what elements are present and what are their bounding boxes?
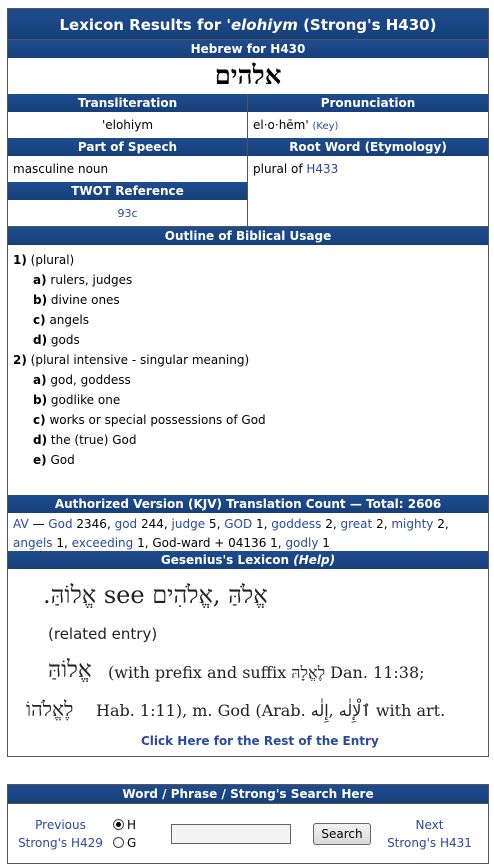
gesenius-help-link[interactable]: (Help) <box>293 553 336 567</box>
search-panel <box>7 784 489 864</box>
previous-label: Previous <box>35 817 86 832</box>
twot-value <box>8 200 247 226</box>
root-word-value <box>248 156 488 182</box>
outline-item-text: god, goddess <box>50 373 131 387</box>
outline-item <box>13 450 483 470</box>
outline-header: Outline of Biblical Usage <box>8 227 488 245</box>
hebrew-word: אלהים <box>7 58 489 94</box>
outline-item-number: e) <box>33 453 47 467</box>
kjv-av-link[interactable]: AV <box>13 517 29 531</box>
outline-item <box>13 370 483 390</box>
outline-item-text: (plural) <box>30 253 75 267</box>
gesenius-line-1: אֱלֹהַּ ,אֱלֹהִים see אֱלוֹהַּ. <box>43 581 268 609</box>
outline-item <box>13 270 483 290</box>
outline-item <box>13 250 483 270</box>
title-word: 'elohiym <box>226 16 298 34</box>
kjv-count: 2346 <box>76 517 107 531</box>
transliteration-header: Transliteration <box>8 94 247 112</box>
outline-item-text: the (true) God <box>50 433 137 447</box>
kjv-count: 1 <box>322 536 330 550</box>
gesenius-more-link[interactable]: Click Here for the Rest of the Entry <box>141 734 379 748</box>
kjv-count: 1 <box>56 536 65 550</box>
outline-item-number: c) <box>33 313 46 327</box>
radio-greek-dot[interactable] <box>113 837 124 848</box>
radio-hebrew[interactable] <box>113 816 153 834</box>
radio-greek-label: G <box>127 835 137 850</box>
outline-item-text: works or special possessions of God <box>49 413 266 427</box>
gesenius-line-4: Hab. 1:11), m. God (Arab. ٱلْإِلٰه ,إِلٰه with art. <box>96 701 446 720</box>
radio-hebrew-label: H <box>127 817 137 832</box>
gesenius-line-3: (with prefix and suffix לֶאֱלָהּ Dan. 11:38; <box>108 663 425 682</box>
outline-item-text: angels <box>49 313 89 327</box>
outline-item <box>13 310 483 330</box>
root-word-header: Root Word (Etymology) <box>248 138 488 156</box>
search-button[interactable]: Search <box>313 823 371 845</box>
radio-hebrew-dot[interactable] <box>113 819 124 830</box>
search-header: Word / Phrase / Strong's Search Here <box>7 784 489 804</box>
outline-item-text: God <box>50 453 75 467</box>
kjv-count: 1 <box>137 536 145 550</box>
radio-greek[interactable] <box>113 834 153 852</box>
kjv-word[interactable]: judge <box>171 517 206 531</box>
gesenius-title: Gesenius's Lexicon <box>160 553 290 567</box>
next-number: Strong's H431 <box>387 835 472 850</box>
kjv-word[interactable]: god <box>114 517 138 531</box>
gesenius-entry-image <box>8 569 488 756</box>
root-word-link[interactable]: H433 <box>306 162 339 176</box>
pronunciation-header: Pronunciation <box>248 94 488 112</box>
outline-item-number: 2) <box>13 353 27 367</box>
outline-item <box>13 430 483 450</box>
outline-list <box>8 245 488 495</box>
kjv-count: 1 <box>256 517 264 531</box>
previous-strongs-link[interactable] <box>8 816 113 852</box>
outline-item-text: (plural intensive - singular meaning) <box>30 353 250 367</box>
kjv-count: 1 <box>270 536 278 550</box>
outline-item <box>13 390 483 410</box>
hebrew-header: Hebrew for H430 <box>7 40 489 58</box>
kjv-word[interactable]: mighty <box>391 517 434 531</box>
kjv-word: God-ward + 04136 <box>152 536 267 550</box>
outline-item-number: d) <box>33 333 48 347</box>
lexicon-panel <box>7 8 489 757</box>
outline-item-number: 1) <box>13 253 27 267</box>
pronunciation-value <box>248 112 488 138</box>
language-radios <box>113 816 153 852</box>
gesenius-line-4-hebrew: לֶאֱלֹהוֹ <box>26 697 74 721</box>
search-row <box>7 804 489 864</box>
next-label: Next <box>415 817 444 832</box>
kjv-word[interactable]: GOD <box>224 517 253 531</box>
gesenius-related: (related entry) <box>48 625 158 643</box>
search-input[interactable] <box>171 824 291 844</box>
outline-item <box>13 350 483 370</box>
part-of-speech-value: masculine noun <box>13 162 109 176</box>
outline-item-number: d) <box>33 433 48 447</box>
kjv-counts: AV — God 2346, god 244, judge 5, GOD 1, goddess 2, great 2, mighty 2, angels 1, exceeding 1, God-ward + 04136 1, godly 1 <box>13 517 449 550</box>
outline-item-number: a) <box>33 273 47 287</box>
gesenius-line-3-hebrew: אֱלוֹהַּ <box>48 657 92 683</box>
root-word-prefix: plural of <box>253 162 307 176</box>
outline-item-text: godlike one <box>50 393 121 407</box>
kjv-count: 2 <box>376 517 384 531</box>
twot-link[interactable]: 93c <box>117 207 138 220</box>
outline-item-number: b) <box>33 393 48 407</box>
outline-item <box>13 330 483 350</box>
next-strongs-link[interactable] <box>377 816 482 852</box>
kjv-count: 2 <box>437 517 445 531</box>
outline-item-number: a) <box>33 373 47 387</box>
previous-number: Strong's H429 <box>18 835 103 850</box>
kjv-count: 5 <box>208 517 217 531</box>
kjv-word[interactable]: exceeding <box>71 536 134 550</box>
twot-header: TWOT Reference <box>8 182 247 200</box>
outline-item <box>13 410 483 430</box>
kjv-word[interactable]: godly <box>285 536 319 550</box>
outline-item-text: gods <box>50 333 80 347</box>
kjv-word[interactable]: God <box>48 517 73 531</box>
pronunciation-text: el·o·hēm' <box>253 118 309 132</box>
kjv-count: 244 <box>140 517 164 531</box>
page-title <box>7 8 489 40</box>
outline-item-text: divine ones <box>50 293 120 307</box>
transliteration-value: 'elohiym <box>101 118 154 132</box>
outline-item-text: rulers, judges <box>50 273 133 287</box>
kjv-header: Authorized Version (KJV) Translation Count — Total: 2606 <box>8 495 488 513</box>
kjv-word[interactable]: goddess <box>271 517 322 531</box>
gesenius-header <box>8 551 488 569</box>
part-of-speech-header: Part of Speech <box>8 138 247 156</box>
kjv-count: 2 <box>325 517 333 531</box>
title-suffix: (Strong's H430) <box>297 16 437 34</box>
pronunciation-key-link[interactable]: (Key) <box>312 121 339 132</box>
outline-item-number: c) <box>33 413 46 427</box>
kjv-word[interactable]: angels <box>13 536 53 550</box>
kjv-word[interactable]: great <box>340 517 373 531</box>
outline-item-number: b) <box>33 293 48 307</box>
title-prefix: Lexicon Results for <box>59 16 227 34</box>
outline-item <box>13 290 483 310</box>
